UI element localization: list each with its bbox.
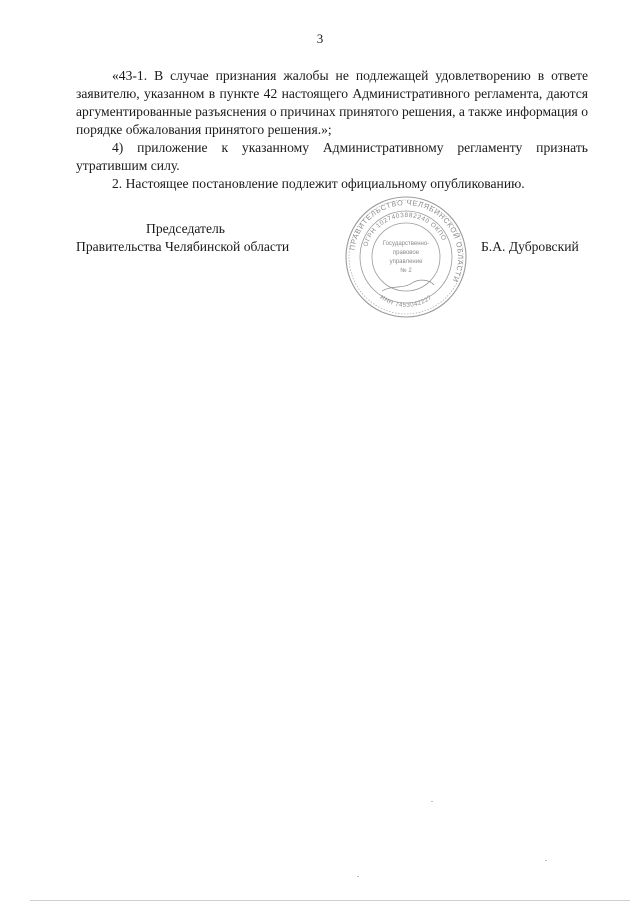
signatory-name: Б.А. Дубровский (481, 239, 579, 254)
paragraph-43-1: «43-1. В случае признания жалобы не подлежащей удовлетворению в ответе заявителю, указанном в пункте 42 настоящего Административного регламента, даются аргументированные разъяснения о причинах принятого решения, а также информация о порядке обжалования принятого решения.»; (76, 68, 588, 137)
seal-center-line-3: управление (389, 259, 423, 265)
paragraph-appendix-repeal: 4) приложение к указанному Административному регламенту признать утратившим силу. (76, 140, 588, 173)
seal-center-line-4: № 2 (400, 268, 412, 274)
paragraph-publication: 2. Настоящее постановление подлежит официальному опубликованию. (112, 176, 525, 191)
document-body (76, 67, 588, 193)
scan-speck (357, 876, 359, 877)
signature-stroke (382, 280, 434, 291)
signatory-organization: Правительства Челябинской области (76, 239, 290, 254)
page-number: 3 (316, 31, 324, 46)
seal-center-line-1: Государственно- (382, 241, 430, 247)
seal-registration-text: ОГРН 1027403882240 ОКПО (362, 211, 448, 248)
seal-inn-text: ИНН 7453042227 (378, 294, 434, 310)
scan-speck (431, 801, 433, 802)
page-bottom-edge (30, 900, 630, 901)
scan-speck (545, 860, 547, 861)
seal-outer-text: ПРАВИТЕЛЬСТВО ЧЕЛЯБИНСКОЙ ОБЛАСТИ (347, 197, 466, 285)
official-seal (344, 195, 468, 319)
seal-center-line-2: правовое (392, 250, 420, 256)
signatory-title: Председатель (146, 221, 225, 236)
svg-text:ИНН 7453042227 (379, 295, 434, 309)
